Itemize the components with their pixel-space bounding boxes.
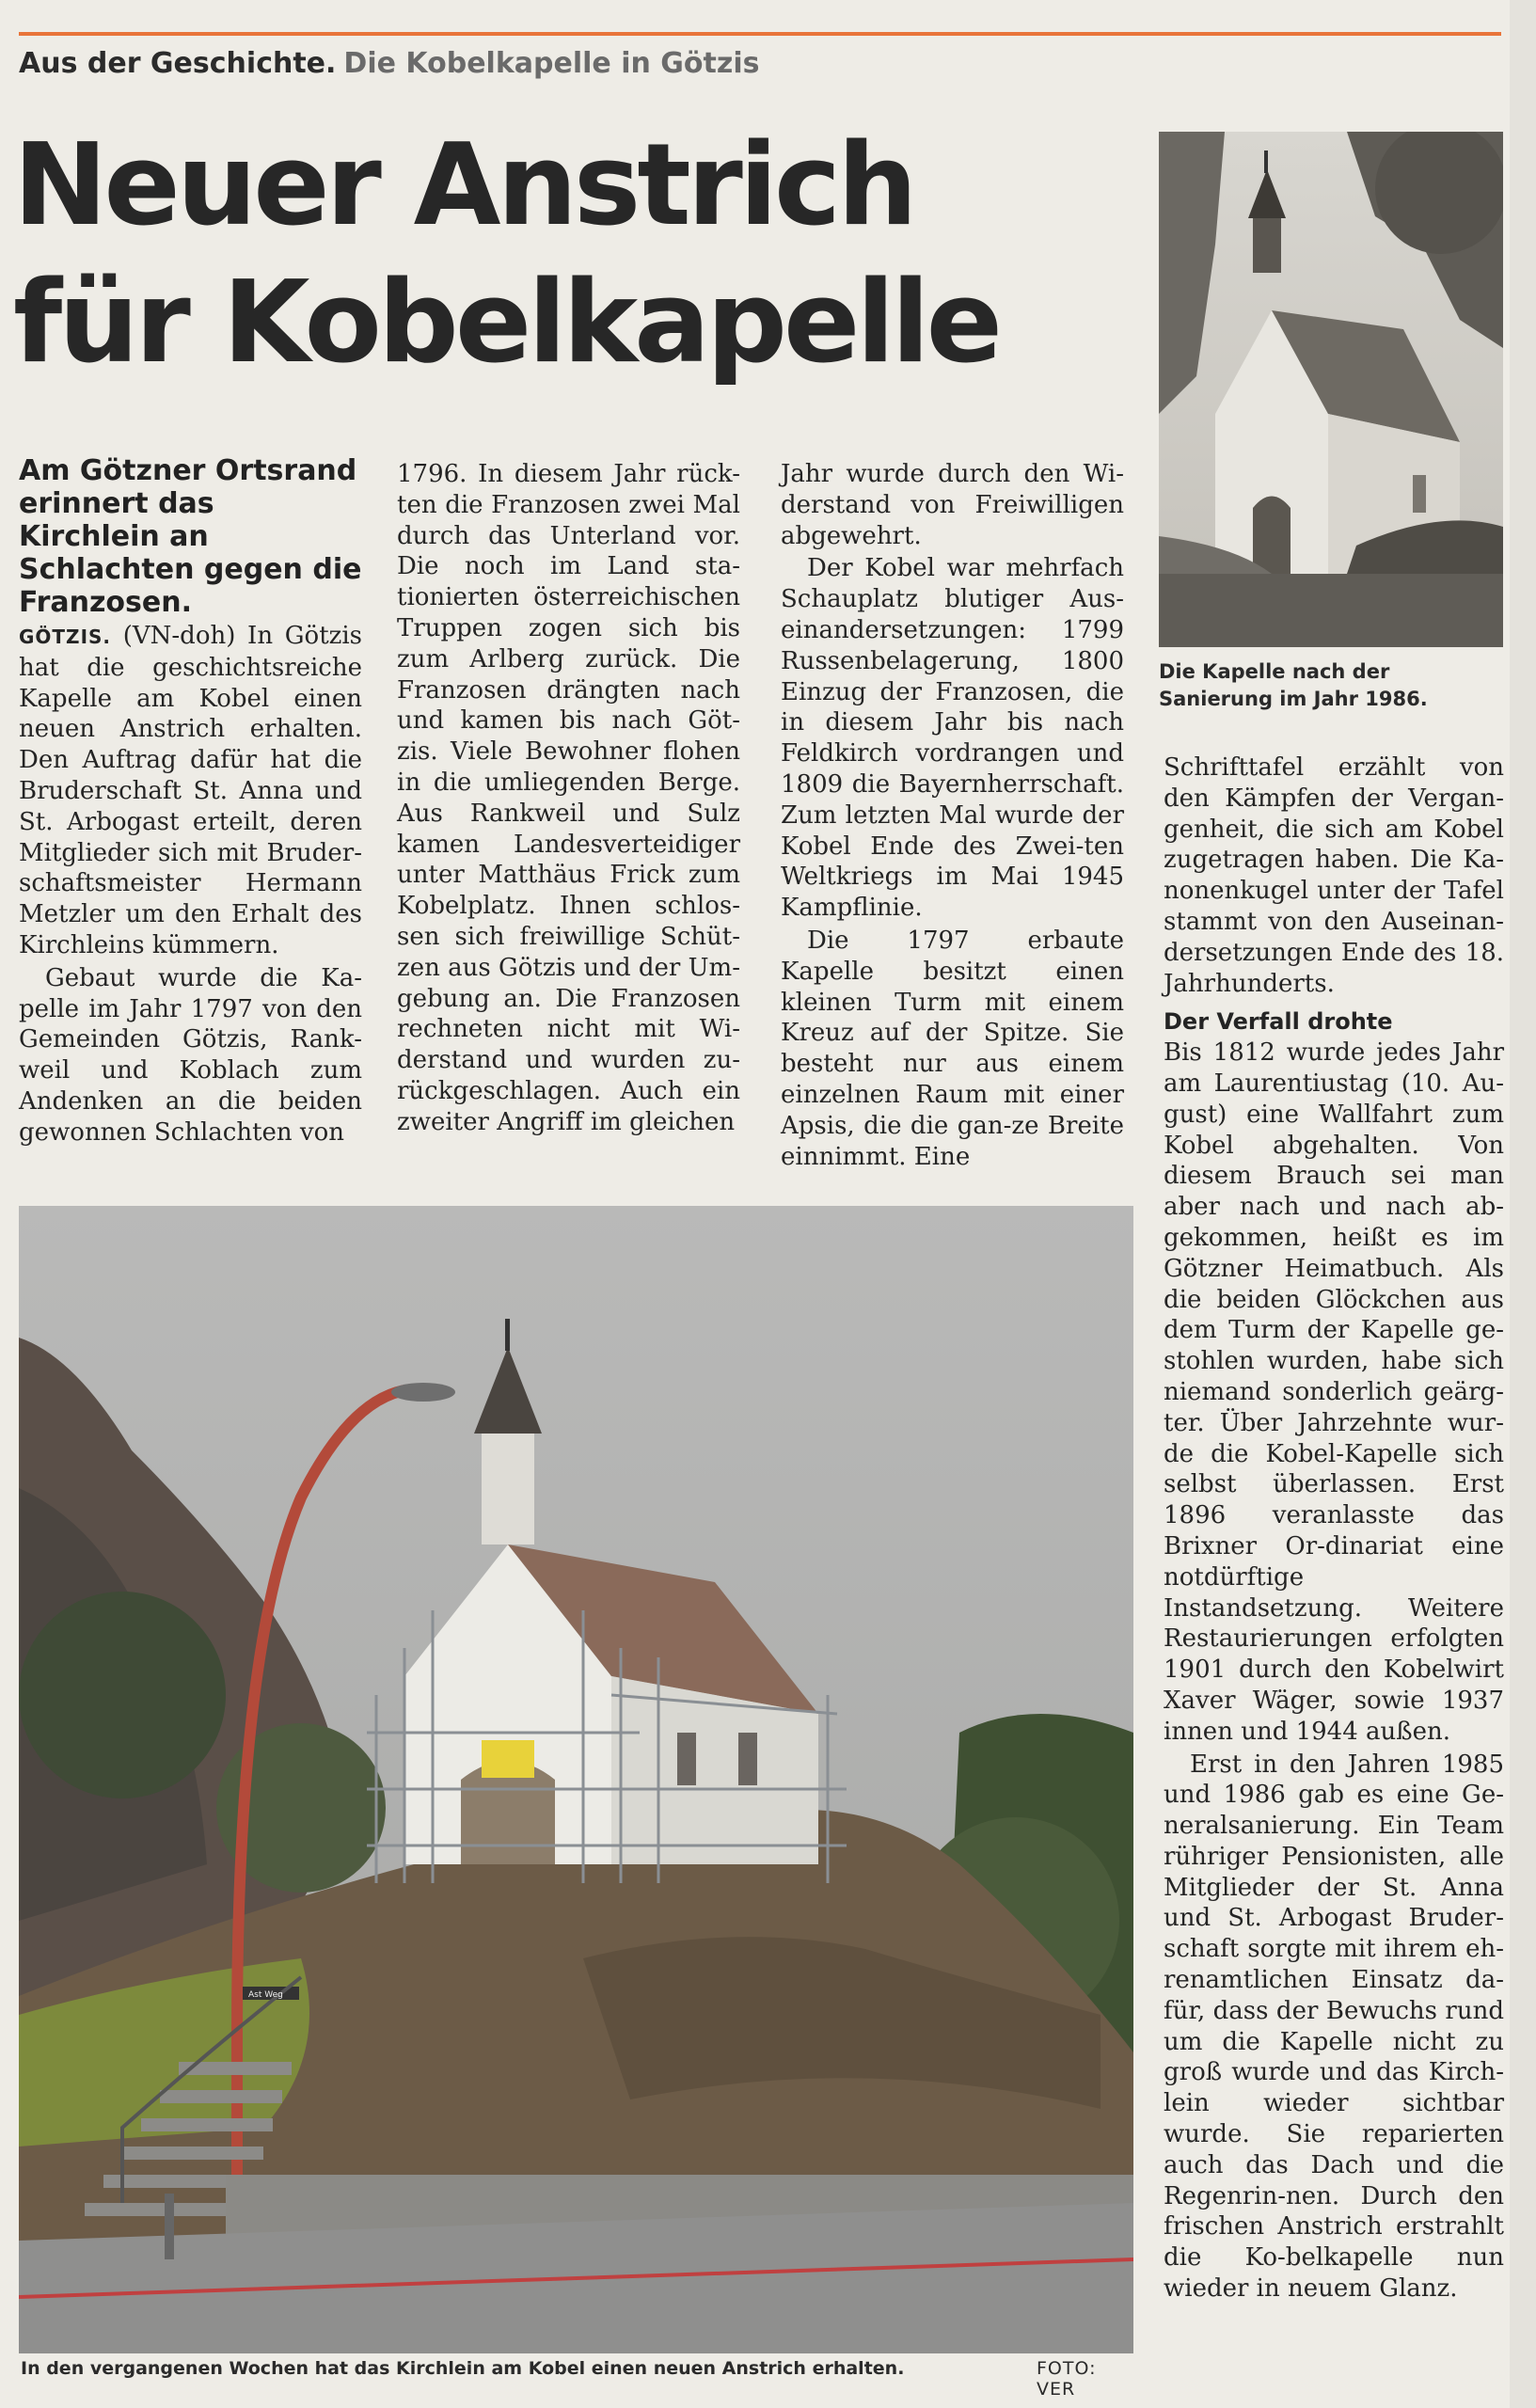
paragraph: Der Kobel war mehrfach Schauplatz blutiger Aus-einandersetzungen: 1799 Russenbelagerung, 1800 Einzug der Franzosen, die in diesem Jahr bis nach Feldkirch vordrangen und 1809 die Bayernherrschaft. Zum letzten Mal wurde der Kobel Ende des Zwei-ten Weltkriegs im Mai 1945 Kampflinie.	[781, 554, 1124, 923]
paragraph: Jahr wurde durch den Wi-derstand von Freiwilligen abgewehrt.	[781, 460, 1124, 550]
headline-line-2: für Kobelkapelle	[13, 258, 1000, 388]
kicker-section: Aus der Geschichte.	[19, 47, 337, 80]
street-sign-text: Ast Weg	[248, 1990, 283, 2000]
paragraph: Erst in den Jahren 1985 und 1986 gab es eine Ge-neralsanierung. Ein Team rühriger Pensionisten, alle Mitglieder der St. Anna und St. Arbogast Bruder-schaft sorgte mit ihrem eh-renamtlichen Einsatz da-für, dass der Bewuchs rund um die Kapelle nicht zu groß wurde und das Kirch-lein wieder sichtbar wurde. Sie reparierten auch das Dach und die Regenrin-nen. Durch den frischen Anstrich erstrahlt die Ko-belkapelle nun wieder in neuem Glanz.	[1164, 1750, 1504, 2304]
photo-caption-1986: Die Kapelle nach der Sanierung im Jahr 1986.	[1159, 660, 1428, 710]
article-column-4	[1164, 752, 1504, 2305]
subheading: Der Verfall drohte	[1164, 1008, 1393, 1036]
article-kicker	[19, 47, 759, 80]
kicker-topic: Die Kobelkapelle in Götzis	[343, 47, 760, 80]
page-edge-shadow	[1510, 0, 1536, 2408]
chapel-scaffolding-photo	[19, 1206, 1133, 2353]
paragraph: Die 1797 erbaute Kapelle besitzt einen kleinen Turm mit einem Kreuz auf der Spitze. Sie besteht nur aus einem einzelnen Raum mit einer Apsis, die die gan-ze Breite einnimmt. Eine	[781, 926, 1124, 1171]
article-column-1	[19, 621, 362, 1149]
chapel-photo-1986	[1159, 132, 1503, 647]
chapel-scaffolding-image	[19, 1206, 1133, 2353]
paragraph: Schrifttafel erzählt von den Kämpfen der Vergan-genheit, die sich am Kobel zugetragen haben. Die Ka-nonenkugel unter der Tafel stammt von den Auseinan-dersetzungen Ende des 18. Jahrhunderts.	[1164, 753, 1504, 998]
article-column-2	[397, 459, 740, 1138]
paragraph: Bis 1812 wurde jedes Jahr am Laurentiustag (10. Au-gust) eine Wallfahrt zum Kobel abgehalten. Von diesem Brauch sei man aber nach und nach ab-gekommen, heißt es im Götzner Heimatbuch. Als die beiden Glöckchen aus dem Turm der Kapelle ge-stohlen wurden, habe sich niemand sonderlich geärg-ter. Über Jahrzehnte wur-de die Kobel-Kapelle sich selbst überlassen. Erst 1896 veranlasste das Brixner Or-dinariat eine notdürftige Instandsetzung. Weitere Restaurierungen erfolgten 1901 durch den Kobelwirt Xaver Wäger, sowie 1937 innen und 1944 außen.	[1164, 1038, 1504, 1746]
paragraph: Gebaut wurde die Ka-pelle im Jahr 1797 von den Gemeinden Götzis, Rank-weil und Koblach zum Andenken an die beiden gewonnen Schlachten von	[19, 963, 362, 1147]
headline	[13, 118, 1142, 392]
photo-caption-main	[21, 2358, 1131, 2400]
chapel-photo-1986-image	[1159, 132, 1503, 647]
paragraph-text: (VN-doh) In Götzis hat die geschichtsreiche Kapelle am Kobel einen neuen Anstrich erhalten. Den Auftrag dafür hat die Bruderschaft St. Anna und St. Arbogast erteilt, deren Mitglieder sich mit Bruder-schaftsmeister Hermann Metzler um den Erhalt des Kirchleins kümmern.	[19, 622, 362, 959]
paragraph: 1796. In diesem Jahr rück-ten die Franzosen zwei Mal durch das Unterland vor. Die noch im Land sta-tionierten österreichischen Truppen zogen sich bis zum Arlberg zurück. Die Franzosen drängten nach und kamen bis nach Göt-zis. Viele Bewohner flohen in die umliegenden Berge. Aus Rankweil und Sulz kamen Landesverteidiger unter Matthäus Frick zum Kobelplatz. Ihnen schlos-sen sich freiwillige Schüt-zen aus Götzis und der Um-gebung an. Die Franzosen rechneten nicht mit Wi-derstand und wurden zu-rückgeschlagen. Auch ein zweiter Angriff im gleichen	[397, 460, 740, 1136]
article-column-3	[781, 459, 1124, 1172]
dateline: GÖTZIS.	[19, 626, 112, 648]
photo-credit: FOTO: VER	[1037, 2358, 1097, 2400]
accent-rule	[19, 32, 1501, 36]
photo-caption-text: In den vergangenen Wochen hat das Kirchlein am Kobel einen neuen Anstrich erhalten.	[21, 2358, 905, 2379]
lead-text: Am Götzner Ortsrand erinnert das Kirchlein an Schlachten gegen die Franzosen.	[19, 454, 362, 619]
headline-line-1: Neuer Anstrich	[13, 120, 914, 251]
paragraph	[19, 621, 362, 961]
